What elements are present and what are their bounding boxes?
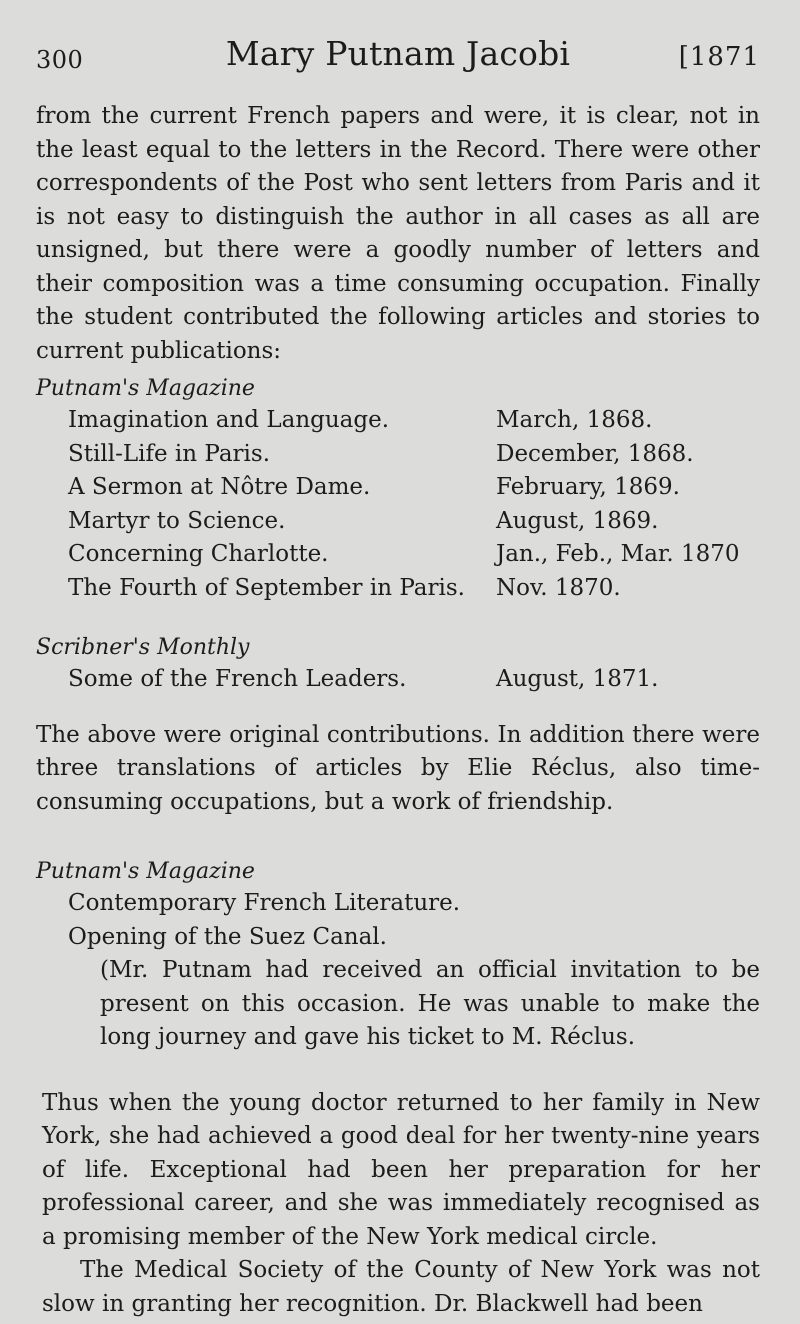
article-row (68, 404, 760, 438)
article-title: Some of the French Leaders. (68, 666, 407, 692)
article-row (68, 471, 760, 505)
article-date: Nov. 1870. (496, 574, 621, 601)
article-date: Jan., Feb., Mar. 1870 (496, 541, 740, 567)
page-number: 300 (36, 46, 84, 74)
article-date: February, 1869. (496, 474, 680, 500)
article-row (68, 572, 760, 606)
article-date: August, 1871. (496, 666, 659, 692)
article-date: March, 1868. (496, 407, 653, 433)
header-year: [1871 (678, 42, 760, 72)
article-title: Imagination and Language. (68, 407, 390, 433)
spacer (36, 819, 760, 851)
article-row (68, 538, 760, 572)
intro-paragraph: from the current French papers and were, it is clear, not in the least equal to the letters in the Record. There were other correspondents of the Post who sent letters from Paris and it is not easy to distinguish the author in all cases as all are unsigned, but there were a goodly number of letters and their composition was a time consuming occupation. Finally the student contributed the following articles and stories to current publications: (36, 103, 760, 364)
article-row (68, 663, 760, 697)
article-title: Concerning Charlotte. (68, 541, 329, 567)
translation-row (68, 887, 760, 921)
article-row (68, 438, 760, 472)
article-date: August, 1869. (496, 507, 659, 534)
closing-paragraph-2: The Medical Society of the County of New York was not slow in granting her recognition. Dr. Blackwell had been (42, 1257, 760, 1317)
putnams-magazine-section (36, 374, 760, 605)
section-title: Scribner's Monthly (36, 635, 250, 660)
article-date: December, 1868. (496, 440, 694, 467)
article-list (68, 663, 760, 697)
article-row (68, 505, 760, 539)
middle-paragraph: The above were original contributions. In addition there were three translations of articles by Elie Réclus, also time-consuming occupations, but a work of friendship. (36, 721, 760, 815)
running-title: Mary Putnam Jacobi (225, 34, 571, 73)
translation-list (68, 887, 760, 954)
article-title: Still-Life in Paris. (68, 440, 271, 467)
translations-section (36, 857, 760, 1055)
translation-title: Contemporary French Literature. (68, 890, 461, 916)
page-header (36, 30, 760, 86)
spacer (36, 1055, 760, 1087)
article-list (68, 404, 760, 605)
section-title: Putnam's Magazine (36, 859, 255, 884)
article-title: Martyr to Science. (68, 507, 286, 534)
article-title: The Fourth of September in Paris. (68, 574, 465, 601)
translation-note: (Mr. Putnam had received an official invitation to be present on this occasion. He was unable to make the long journey and gave his ticket to M. Réclus. (100, 957, 760, 1050)
spacer (36, 605, 760, 627)
translation-row (68, 921, 760, 955)
spacer (36, 697, 760, 719)
closing-paragraph-1: Thus when the young doctor returned to her family in New York, she had achieved a good deal for her twenty-nine years of life. Exceptional had been her preparation for her professional career, and she was immediately recognised as a promising member of the New York medical circle. (42, 1089, 760, 1250)
article-title: A Sermon at Nôtre Dame. (68, 474, 371, 500)
translation-title: Opening of the Suez Canal. (68, 923, 387, 950)
section-title: Putnam's Magazine (36, 376, 255, 401)
scribners-monthly-section (36, 633, 760, 697)
